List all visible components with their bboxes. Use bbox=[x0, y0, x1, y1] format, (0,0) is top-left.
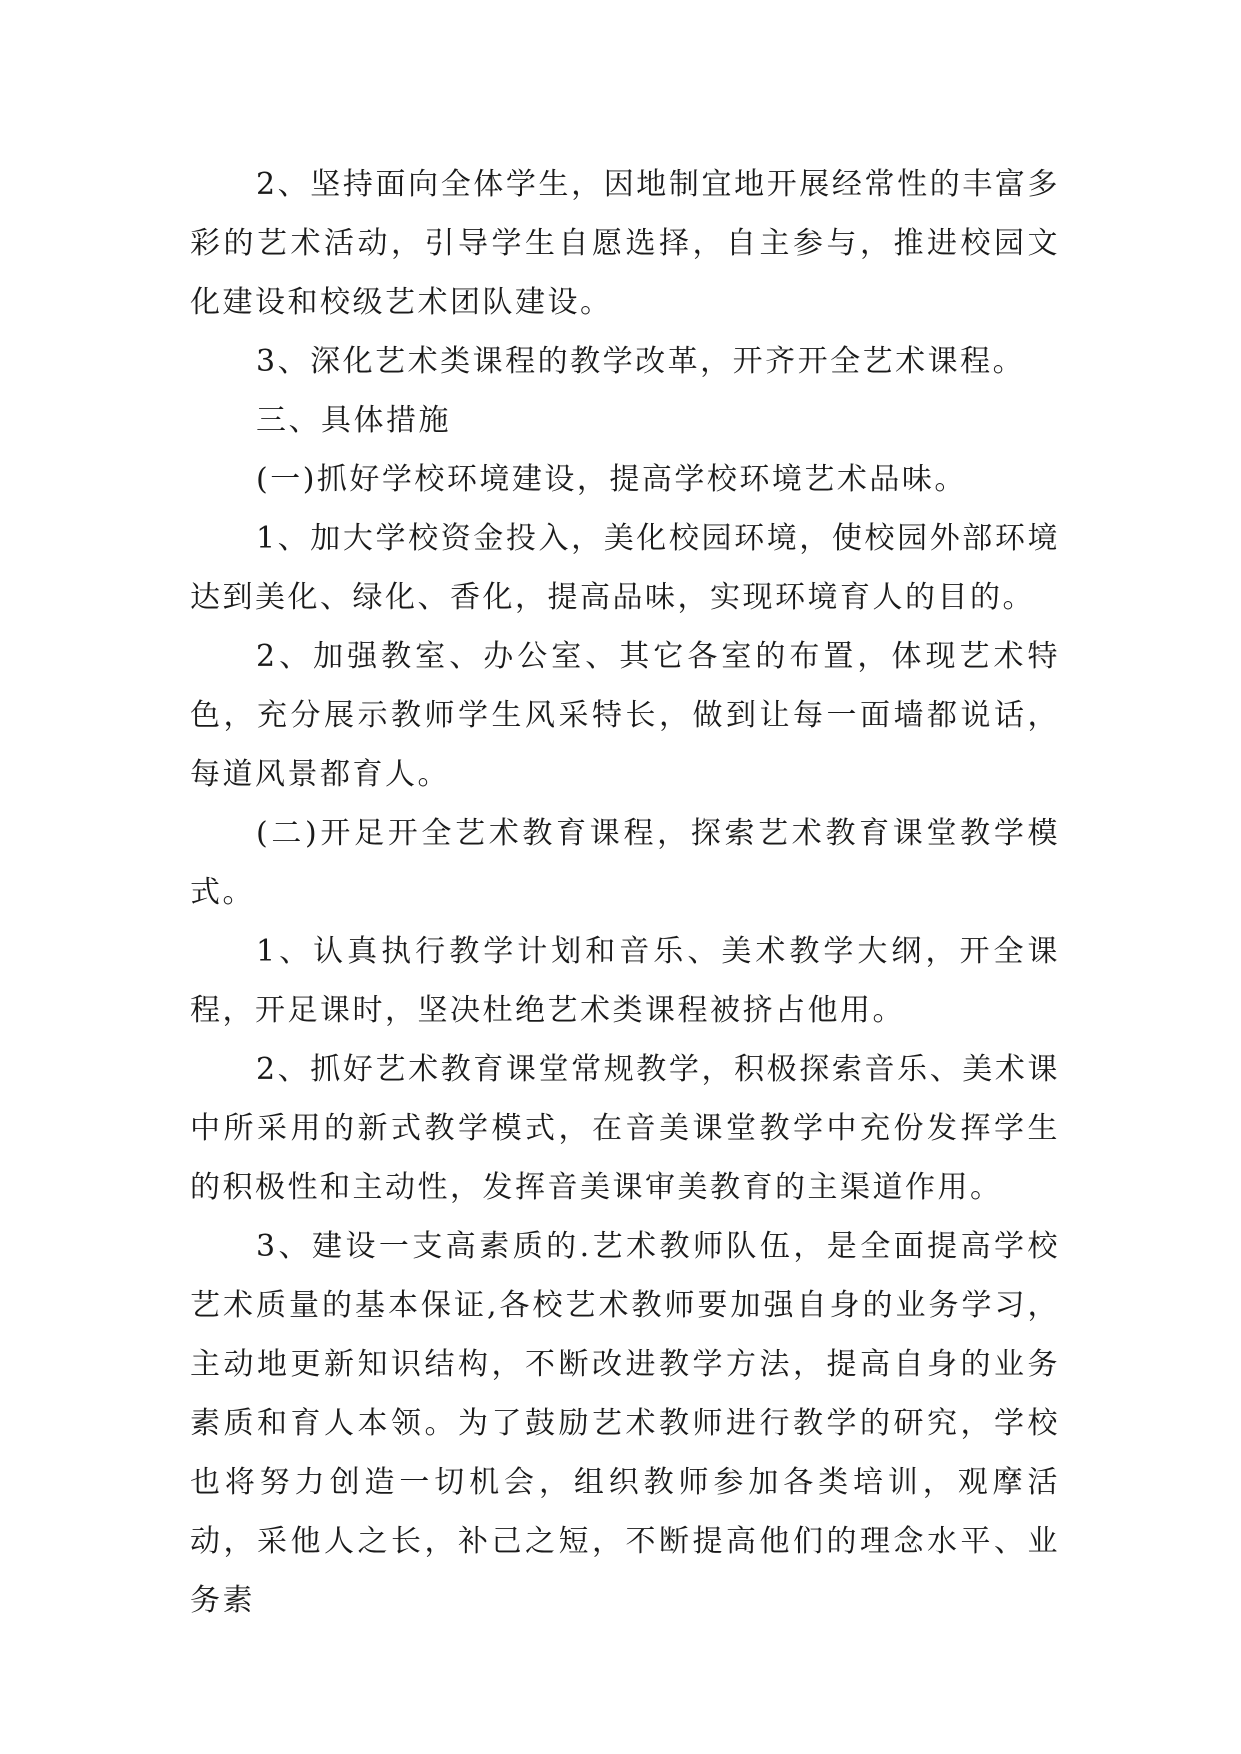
paragraph-item-1-teaching-plan: 1、认真执行教学计划和音乐、美术教学大纲，开全课程，开足课时，坚决杜绝艺术类课程被挤占他用。 bbox=[190, 934, 1060, 1028]
subsection-heading-environment: (一)抓好学校环境建设，提高学校环境艺术品味。 bbox=[256, 462, 967, 497]
paragraph-item-2-art-activities: 2、坚持面向全体学生，因地制宜地开展经常性的丰富多彩的艺术活动，引导学生自愿选择，自主参与，推进校园文化建设和校级艺术团队建设。 bbox=[190, 167, 1060, 320]
subsection-heading-curriculum: (二)开足开全艺术教育课程，探索艺术教育课堂教学模式。 bbox=[190, 816, 1060, 910]
paragraph-item-2-classroom-teaching: 2、抓好艺术教育课堂常规教学，积极探索音乐、美术课中所采用的新式教学模式，在音美课堂教学中充份发挥学生的积极性和主动性，发挥音美课审美教育的主渠道作用。 bbox=[190, 1052, 1060, 1205]
document-body bbox=[190, 155, 1060, 1630]
paragraph-item-1-campus-environment: 1、加大学校资金投入，美化校园环境，使校园外部环境达到美化、绿化、香化，提高品味，实现环境育人的目的。 bbox=[190, 521, 1060, 615]
paragraph-item-3-curriculum-reform: 3、深化艺术类课程的教学改革，开齐开全艺术课程。 bbox=[256, 344, 1026, 379]
paragraph-item-3-teacher-team: 3、建设一支高素质的.艺术教师队伍，是全面提高学校艺术质量的基本保证,各校艺术教师要加强自身的业务学习，主动地更新知识结构，不断改进教学方法，提高自身的业务素质和育人本领。为了鼓励艺术教师进行教学的研究，学校也将努力创造一切机会，组织教师参加各类培训，观摩活动，采他人之长，补己之短，不断提高他们的理念水平、业务素 bbox=[190, 1229, 1060, 1618]
paragraph-item-2-room-decoration: 2、加强教室、办公室、其它各室的布置，体现艺术特色，充分展示教师学生风采特长，做到让每一面墙都说话，每道风景都育人。 bbox=[190, 639, 1060, 792]
section-heading-specific-measures: 三、具体措施 bbox=[256, 403, 451, 438]
